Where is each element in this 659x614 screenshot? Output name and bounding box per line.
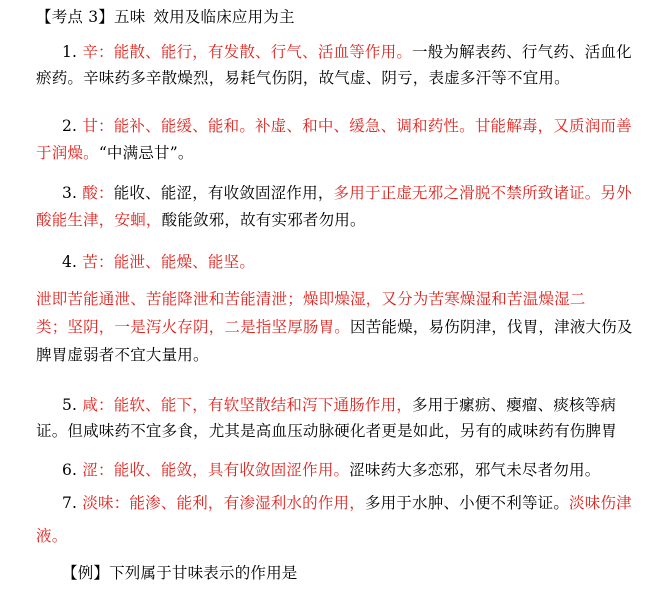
paragraph-2-line-1: [62, 116, 632, 136]
text-segment: “中满忌甘”。: [98, 144, 194, 162]
example-question: [62, 563, 298, 583]
heading-title: 五味: [114, 8, 146, 26]
text-segment: 多用于水肿、小便不利等证。: [364, 494, 570, 512]
text-segment: 6.: [62, 461, 83, 479]
paragraph-5-line-1: [36, 289, 586, 309]
heading-tag: 【考点 3】: [36, 8, 114, 26]
text-segment: 一般为解表药、行气药、活血化: [412, 43, 632, 61]
text-segment: 证。但咸味药不宜多食，尤其是高血压动脉硬化者更是如此，另有的咸味药有伤脾胃: [36, 422, 617, 440]
paragraph-5-line-3: [36, 345, 209, 365]
text-segment: 淡味：能渗、能利，有渗湿利水的作用，: [82, 494, 365, 512]
text-segment: 泄即苦能通泄、苦能降泄和苦能清泄；燥即燥湿，又分为苦寒燥湿和苦温燥湿二: [36, 290, 586, 308]
paragraph-1-line-2: [36, 68, 570, 88]
text-segment: 因苦能燥，易伤阴津，伐胃，津液大伤及: [350, 318, 633, 336]
section-heading: [36, 7, 295, 27]
text-segment: 1.: [62, 43, 83, 61]
text-segment: 液。: [36, 527, 68, 545]
paragraph-3-line-2: [36, 210, 366, 230]
text-segment: 酸：: [82, 184, 114, 202]
paragraph-6-line-2: [36, 421, 617, 441]
paragraph-5-line-2: [36, 317, 633, 337]
text-segment: 涩：能收、能敛，具有收敛固涩作用。: [82, 461, 350, 479]
text-segment: 类；坚阴，一是泻火存阴，二是指坚厚肠胃。: [36, 318, 351, 336]
paragraph-8-line-1: [62, 493, 632, 513]
text-segment: 4.: [62, 253, 83, 271]
text-segment: 于润燥。: [36, 144, 99, 162]
text-segment: 脾胃虚弱者不宜大量用。: [36, 346, 209, 364]
example-tag: 【例】: [62, 564, 110, 582]
example-text: 下列属于甘味表示的作用是: [109, 564, 298, 582]
paragraph-8-line-2: [36, 526, 67, 546]
paragraph-7-line-1: [62, 460, 600, 480]
text-segment: 5.: [62, 396, 83, 414]
text-segment: 2.: [62, 117, 83, 135]
paragraph-6-line-1: [62, 395, 616, 415]
paragraph-4-line-1: [62, 252, 255, 272]
text-segment: 7.: [62, 494, 83, 512]
text-segment: 辛：能散、能行，有发散、行气、活血等作用。: [82, 43, 413, 61]
text-segment: 多用于瘰疬、瘿瘤、痰核等病: [412, 396, 617, 414]
paragraph-3-line-1: [62, 183, 632, 203]
text-segment: 甘：能补、能缓、能和。补虚、和中、缓急、调和药性。甘能解毒，又质润而善: [82, 117, 632, 135]
text-segment: 多用于正虚无邪之滑脱不禁所致诸证。另外: [333, 184, 632, 202]
paragraph-2-line-2: [36, 143, 194, 163]
text-segment: 涩味药大多恋邪，邪气未尽者勿用。: [349, 461, 601, 479]
text-segment: 淡味伤津: [569, 494, 632, 512]
text-segment: 咸：能软、能下，有软坚散结和泻下通肠作用，: [82, 396, 413, 414]
text-segment: 苦：能泄、能燥、能坚。: [82, 253, 256, 271]
paragraph-1-line-1: [62, 42, 632, 62]
text-segment: 瘀药。辛味药多辛散燥烈，易耗气伤阴，故气虚、阴亏，表虚多汗等不宜用。: [36, 69, 570, 87]
text-segment: 能收、能涩，有收敛固涩作用，: [113, 184, 334, 202]
text-segment: 3.: [62, 184, 83, 202]
heading-subtitle: 效用及临床应用为主: [153, 8, 295, 26]
text-segment: 酸能敛邪，故有实邪者勿用。: [161, 211, 366, 229]
text-segment: 酸能生津，安蛔，: [36, 211, 162, 229]
